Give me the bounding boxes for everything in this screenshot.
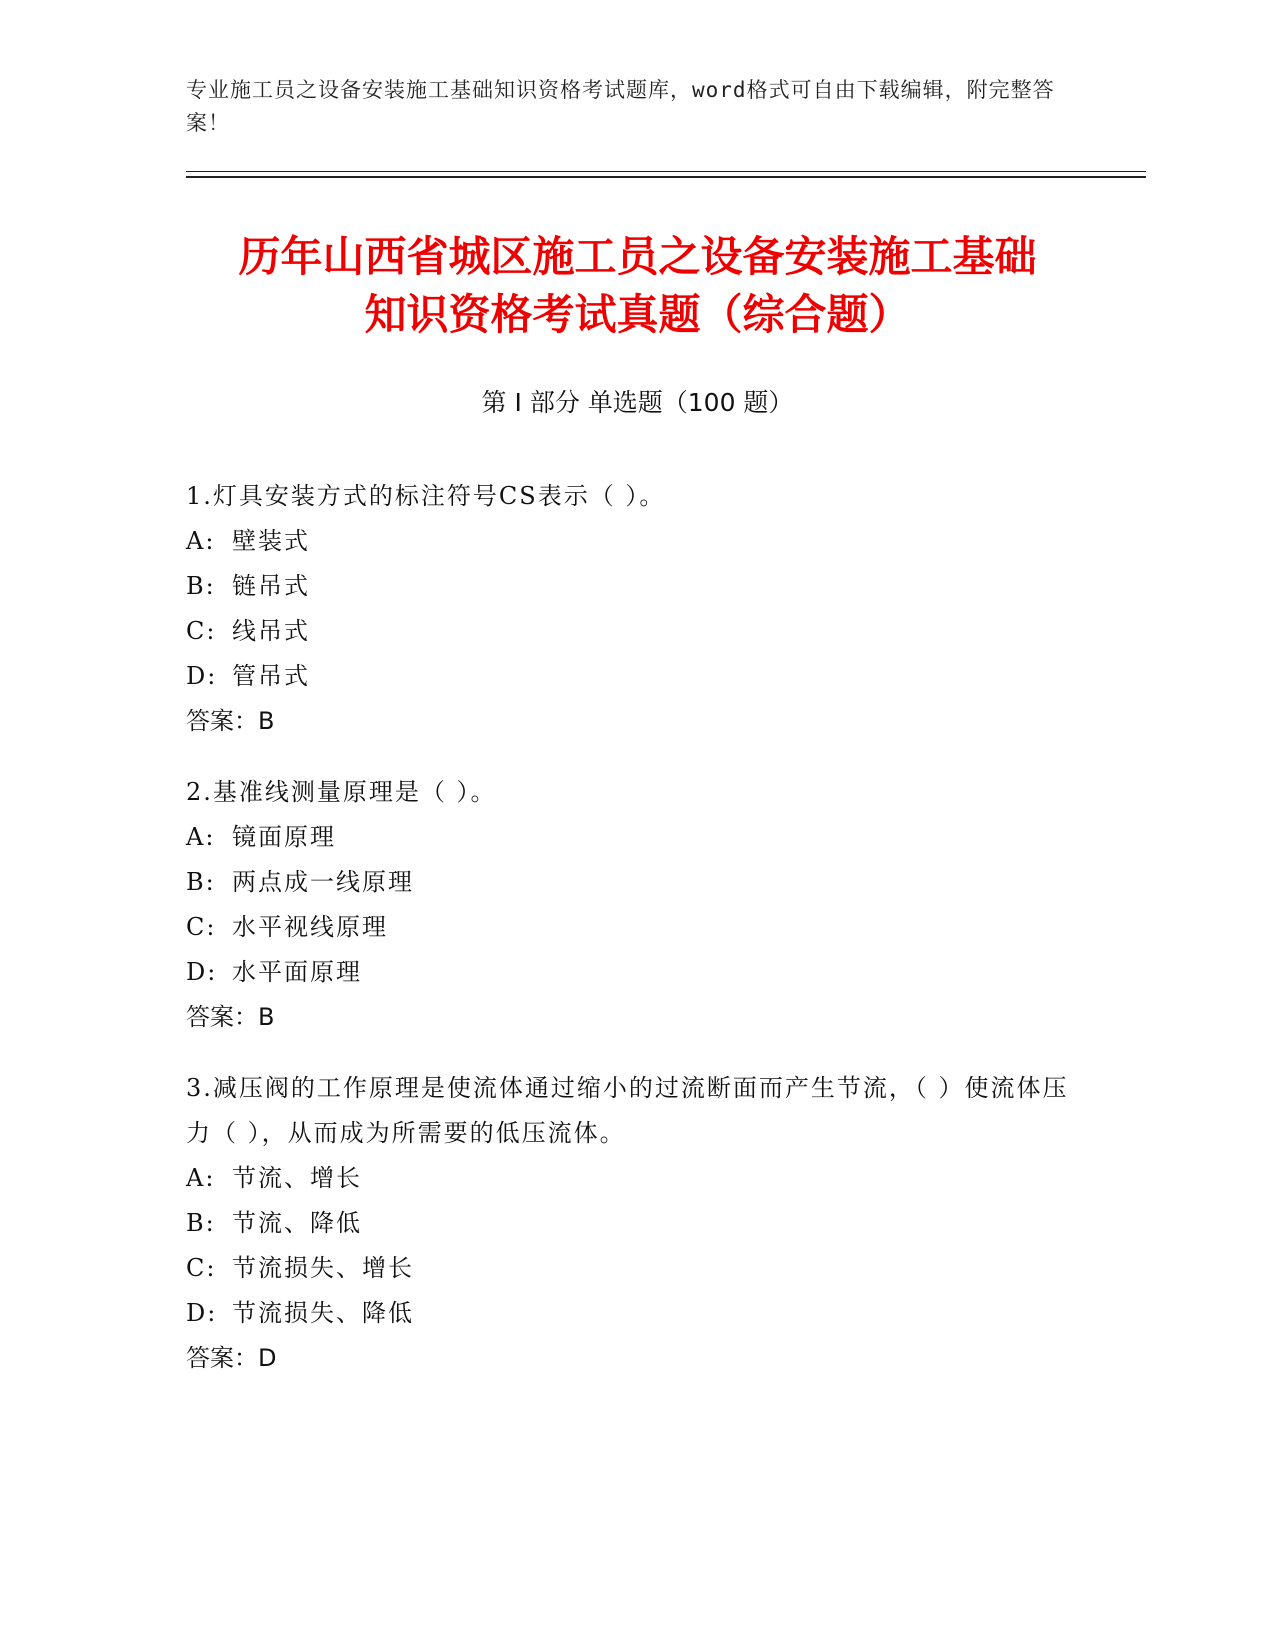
document-title-line-2: 知识资格考试真题（综合题） xyxy=(364,290,911,339)
option-text: 节流损失、降低 xyxy=(232,1299,414,1327)
question-3 xyxy=(186,1066,1086,1381)
option-d xyxy=(186,1291,1086,1336)
question-stem: 3.减压阀的工作原理是使流体通过缩小的过流断面而产生节流，（ ）使流体压力（ ），从而成为所需要的低压流体。 xyxy=(186,1074,1069,1147)
option-letter: B: xyxy=(186,1209,216,1237)
question-stem: 1.灯具安装方式的标注符号CS表示（ ）。 xyxy=(186,482,666,510)
option-text: 镜面原理 xyxy=(232,823,336,851)
option-b xyxy=(186,564,1086,609)
option-d xyxy=(186,950,1086,995)
header-rule-thick xyxy=(186,176,1146,178)
option-letter: D: xyxy=(186,958,218,986)
question-stem: 2.基准线测量原理是（ ）。 xyxy=(186,778,497,806)
question-2 xyxy=(186,770,1086,1040)
header-note: 专业施工员之设备安装施工基础知识资格考试题库，word格式可自由下载编辑，附完整答案！ xyxy=(186,78,1055,135)
option-text: 节流损失、增长 xyxy=(232,1254,414,1282)
option-b xyxy=(186,1201,1086,1246)
document-title xyxy=(150,228,1125,344)
option-a xyxy=(186,1156,1086,1201)
option-text: 水平面原理 xyxy=(232,958,362,986)
option-b xyxy=(186,860,1086,905)
question-1 xyxy=(186,474,1086,744)
option-letter: C: xyxy=(186,913,217,941)
answer-line: 答案：D xyxy=(186,1344,277,1372)
answer-line: 答案：B xyxy=(186,1003,275,1031)
option-letter: D: xyxy=(186,662,218,690)
option-c xyxy=(186,609,1086,654)
option-letter: B: xyxy=(186,572,216,600)
option-text: 节流、增长 xyxy=(232,1164,362,1192)
option-text: 线吊式 xyxy=(232,617,310,645)
option-text: 壁装式 xyxy=(232,527,310,555)
option-c xyxy=(186,1246,1086,1291)
option-c xyxy=(186,905,1086,950)
option-a xyxy=(186,815,1086,860)
header-rule-thin xyxy=(186,171,1146,172)
option-letter: C: xyxy=(186,1254,217,1282)
option-text: 管吊式 xyxy=(232,662,310,690)
answer-line: 答案：B xyxy=(186,707,275,735)
option-text: 水平视线原理 xyxy=(232,913,388,941)
option-text: 两点成一线原理 xyxy=(232,868,414,896)
option-text: 链吊式 xyxy=(232,572,310,600)
option-letter: C: xyxy=(186,617,217,645)
option-letter: A: xyxy=(186,823,216,851)
option-d xyxy=(186,654,1086,699)
option-letter: B: xyxy=(186,868,216,896)
document-title-line-1: 历年山西省城区施工员之设备安装施工基础 xyxy=(238,232,1037,281)
question-list xyxy=(186,474,1086,1407)
option-text: 节流、降低 xyxy=(232,1209,362,1237)
option-letter: A: xyxy=(186,1164,216,1192)
option-a xyxy=(186,519,1086,564)
section-title: 第 I 部分 单选题（100 题） xyxy=(481,388,794,417)
option-letter: A: xyxy=(186,527,216,555)
option-letter: D: xyxy=(186,1299,218,1327)
